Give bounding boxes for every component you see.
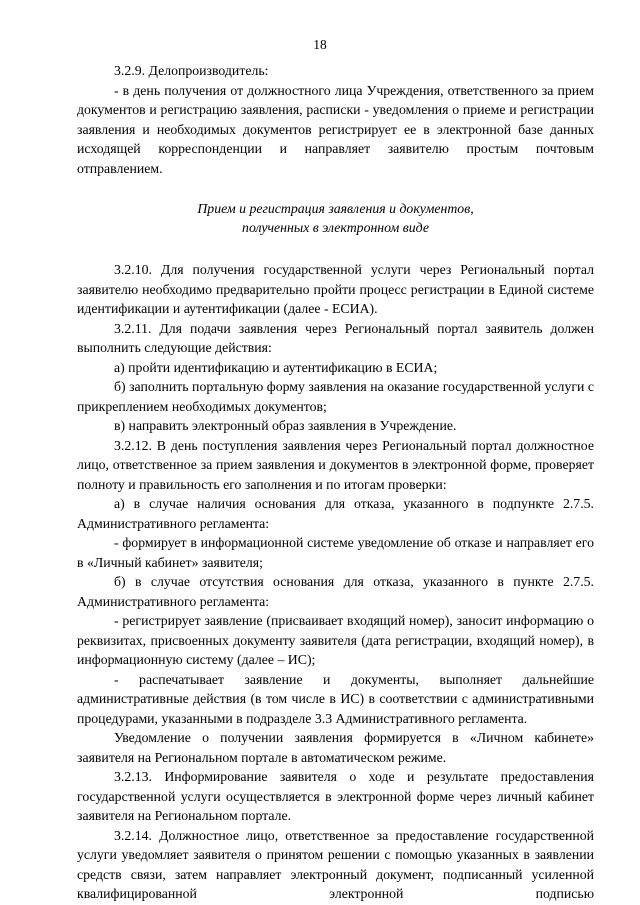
paragraph-notification: Уведомление о получении заявления формируется в «Личном кабинете» заявителя на Региональном портале в автоматическом режиме. xyxy=(77,730,594,765)
list-item-3-2-12-b-1: - регистрирует заявление (присваивает входящий номер), заносит информацию о реквизитах, присвоенных документу заявителя (дата регистрации, входящий номер), в информационную систему (далее – ИС); xyxy=(77,613,594,667)
list-item-3-2-12-a-1: - формирует в информационной системе уведомление об отказе и направляет его в «Личный кабинет» заявителя; xyxy=(77,535,594,570)
paragraph-3-2-12: 3.2.12. В день поступления заявления через Региональный портал должностное лицо, ответственное за прием заявления и документов в электронной форме, проверяет полноту и правильность его заполнения и по итогам проверки: xyxy=(77,437,594,492)
list-item-3-2-11-c: в) направить электронный образ заявления в Учреждение. xyxy=(114,418,457,433)
page-number: 18 xyxy=(313,37,327,52)
list-item-3-2-11-b: б) заполнить портальную форму заявления на оказание государственной услуги с прикреплением необходимых документов; xyxy=(77,379,594,414)
paragraph-3-2-14: 3.2.14. Должностное лицо, ответственное за предоставление государственной услуги уведомляет заявителя о принятом решении с помощью указанных в заявлении средств связи, затем направляет электронный документ, подписанный усиленной квалифицированной электронной подписью xyxy=(77,827,594,901)
heading-line-2: полученных в электронном виде xyxy=(242,220,429,235)
list-item-3-2-11-a: а) пройти идентификацию и аутентификацию в ЕСИА; xyxy=(114,359,438,375)
document-body xyxy=(77,61,594,904)
list-item-3-2-12-b: б) в случае отсутствия основания для отказа, указанного в пункте 2.7.5. Административного регламента: xyxy=(77,574,594,609)
section-heading xyxy=(77,199,594,237)
section-title-3-2-9: 3.2.9. Делопроизводитель: xyxy=(114,63,269,78)
paragraph-3-2-11: 3.2.11. Для подачи заявления через Региональный портал заявитель должен выполнить следующие действия: xyxy=(77,320,594,355)
paragraph-3-2-10: 3.2.10. Для получения государственной услуги через Региональный портал заявителю необходимо предварительно пройти процесс регистрации в Единой системе идентификации и аутентификации (далее - ЕСИА). xyxy=(77,262,594,316)
heading-line-1: Прием и регистрация заявления и документов, xyxy=(197,201,474,216)
paragraph-3-2-9: - в день получения от должностного лица Учреждения, ответственного за прием документов и регистрацию заявления, расписки - уведомления о приеме и регистрации заявления и необходимых документов регистрирует ее в электронной базе данных исходящей корреспонденции и направляет заявителю простым почтовым отправлением. xyxy=(77,82,594,176)
paragraph-3-2-13: 3.2.13. Информирование заявителя о ходе и результате предоставления государственной услуги осуществляется в электронной форме через личный кабинет заявителя на Региональном портале. xyxy=(77,769,594,823)
list-item-3-2-12-b-2: - распечатывает заявление и документы, выполняет дальнейшие административные действия (в том числе в ИС) в соответствии с административными процедурами, указанными в подразделе 3.3 Административного регламента. xyxy=(77,671,594,726)
list-item-3-2-12-a: а) в случае наличия основания для отказа, указанного в подпункте 2.7.5. Административного регламента: xyxy=(77,496,594,531)
